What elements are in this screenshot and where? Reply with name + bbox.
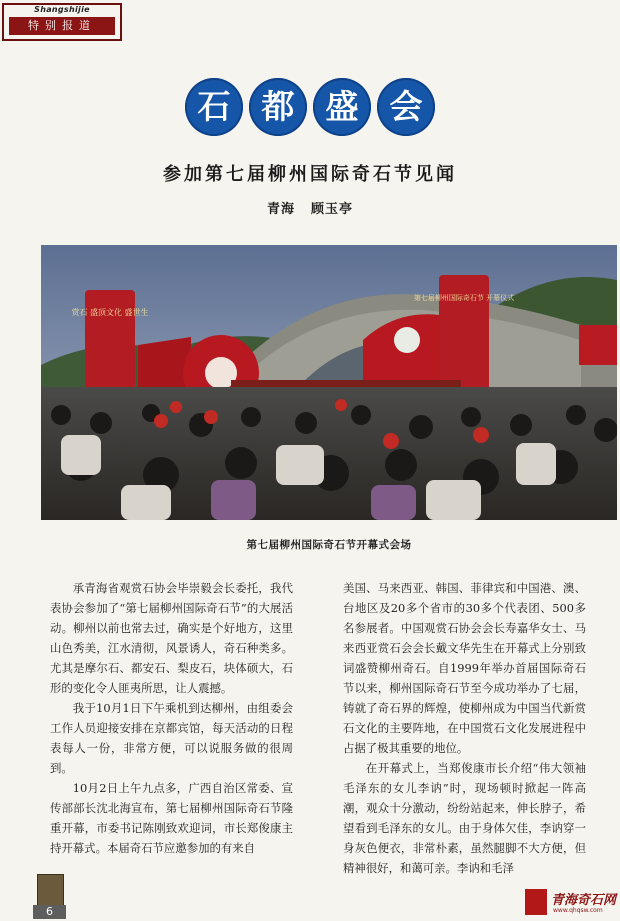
paragraph: 美国、马来西亚、韩国、菲律宾和中国港、澳、台地区及20多个省市的30多个代表团、500多名参展者。中国观赏石协会会长寿嘉华女士、马来西亚赏石会会长戴文华先生在开幕式上分别致词盛赞柳州奇石。自1999年举办首届国际奇石节以来，柳州国际奇石节至今成功举办了七届，铸就了奇石界的辉煌，使柳州成为中国当代新赏石文化的主要阵地，在中国赏石文化发展进程中占据了极其重要的地位。 [343, 581, 586, 755]
footer-url: www.qhqsw.com [553, 907, 603, 914]
title-char-4: 会 [377, 78, 435, 136]
paragraph: 在开幕式上，当郑俊康市长介绍“伟大领袖毛泽东的女儿李讷”时，现场顿时掀起一阵高潮，观众十分激动，纷纷站起来，伸长脖子，希望看到毛泽东的女儿。由于身体欠佳，李讷穿一身灰色便衣，非常朴素，虽然腿脚不大方便，但精神很好，和蔼可亲。李讷和毛泽 [343, 761, 586, 875]
magazine-cover-thumbnail [37, 874, 64, 908]
byline [0, 198, 620, 217]
footer-brand: 青海奇石网 [551, 893, 617, 908]
seal-icon [525, 889, 547, 915]
page-number: 6 [33, 905, 66, 919]
section-label: 特别报道 [9, 17, 115, 35]
body-column-right [343, 578, 586, 878]
title-char-1: 石 [185, 78, 243, 136]
magazine-name: Shangshijie [34, 5, 90, 14]
byline-region: 青海 [266, 202, 295, 217]
paragraph: 我于10月1日下午乘机到达柳州，由组委会工作人员迎接安排在京都宾馆，每天活动的日程表每人一份，非常方便，可以说服务做的很周到。 [50, 701, 293, 775]
article-subtitle: 参加第七届柳州国际奇石节见闻 [163, 164, 457, 185]
title-char-3: 盛 [313, 78, 371, 136]
banner-left-text: 赏石 盛顶文化 盛世生 [71, 308, 149, 317]
section-masthead [2, 3, 122, 41]
banner-right-text: 第七届柳州国际奇石节 开幕仪式 [413, 294, 515, 302]
paragraph: 承青海省观赏石协会毕崇毅会长委托，我代表协会参加了“第七届柳州国际奇石节”的大展活动。柳州以前也常去过，确实是个好地方，这里山色秀美，江水清彻，风景诱人，奇石种类多。尤其是摩尔石、都安石、梨皮石，块体硕大，石形的变化令人匪夷所思，让人震撼。 [50, 581, 293, 695]
body-column-left [50, 578, 293, 858]
paragraph: 10月2日上午九点多，广西自治区常委、宣传部部长沈北海宣布，第七届柳州国际奇石节隆重开幕，市委书记陈刚致欢迎词，市长郑俊康主持开幕式。本届奇石节应邀参加的有来自 [50, 781, 293, 855]
title-char-2: 都 [249, 78, 307, 136]
opening-ceremony-photo [41, 245, 617, 520]
photo-caption: 第七届柳州国际奇石节开幕式会场 [246, 539, 412, 551]
main-title [0, 78, 620, 138]
byline-author: 顾玉亭 [311, 202, 354, 217]
